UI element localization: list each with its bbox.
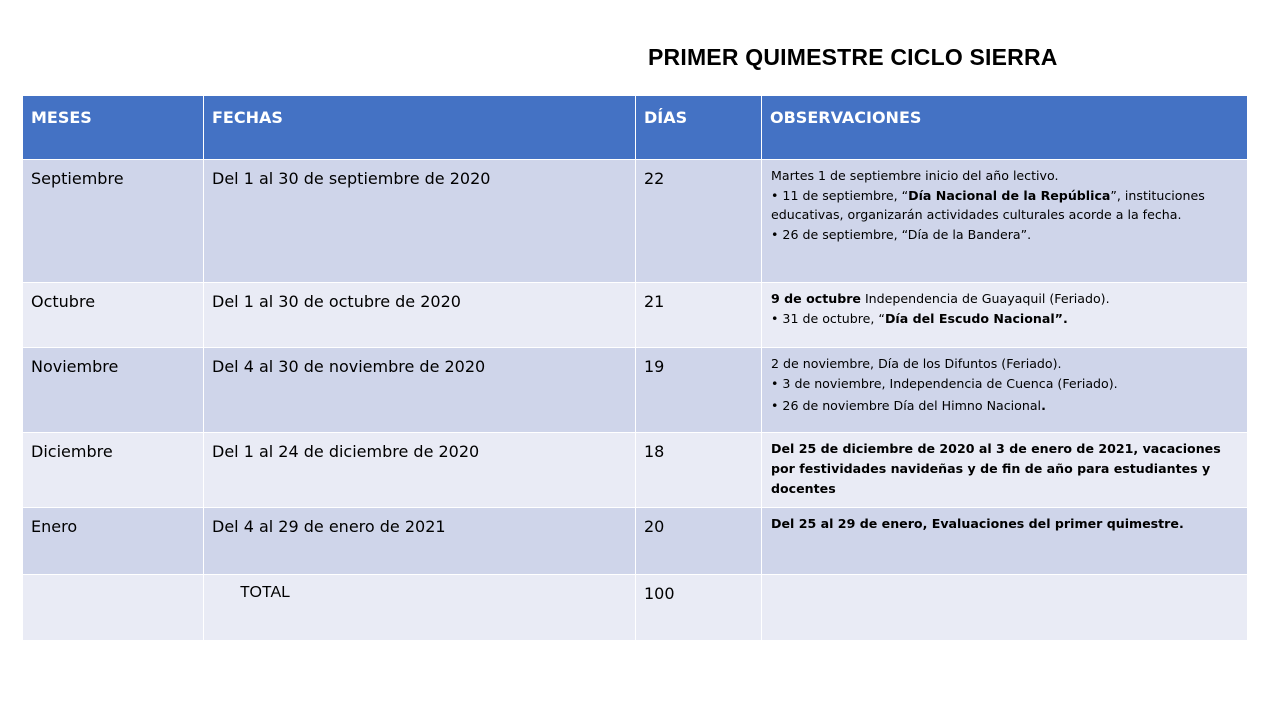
cell-fechas: Del 1 al 24 de diciembre de 2020 xyxy=(204,433,636,508)
cell-fechas: Del 1 al 30 de septiembre de 2020 xyxy=(204,160,636,283)
cell-fechas: Del 4 al 29 de enero de 2021 xyxy=(204,508,636,575)
cell-fechas: Del 1 al 30 de octubre de 2020 xyxy=(204,283,636,348)
cell-observaciones: Del 25 al 29 de enero, Evaluaciones del primer quimestre. xyxy=(762,508,1248,575)
table-row xyxy=(23,160,1248,283)
cell-observaciones xyxy=(762,348,1248,433)
table-row xyxy=(23,508,1248,575)
obs-text: Independencia de Guayaquil (Feriado). xyxy=(860,291,1110,306)
cell-dias: 19 xyxy=(636,348,762,433)
cell-empty xyxy=(762,575,1248,641)
obs-bold-text: Día Nacional de la República xyxy=(908,187,1111,203)
obs-line: • 3 de noviembre, Independencia de Cuenca (Feriado). xyxy=(771,375,1118,391)
obs-text: • 11 de septiembre, “ xyxy=(771,187,909,203)
cell-mes: Septiembre xyxy=(23,160,204,283)
cell-mes: Enero xyxy=(23,508,204,575)
cell-fechas: Del 4 al 30 de noviembre de 2020 xyxy=(204,348,636,433)
total-dias: 100 xyxy=(636,575,762,641)
cell-mes: Octubre xyxy=(23,283,204,348)
cell-dias: 18 xyxy=(636,433,762,508)
obs-line: • 26 de septiembre, “Día de la Bandera”. xyxy=(771,226,1032,242)
obs-text: • 31 de octubre, “ xyxy=(771,310,885,326)
header-row xyxy=(23,96,1248,160)
obs-line xyxy=(771,396,1239,416)
header-dias: DÍAS xyxy=(636,96,762,160)
obs-line xyxy=(771,186,1239,225)
header-observaciones: OBSERVACIONES xyxy=(762,96,1248,160)
table-row xyxy=(23,348,1248,433)
cell-dias: 22 xyxy=(636,160,762,283)
calendar-table xyxy=(22,95,1248,641)
obs-text: ”, instituciones educativas, organizarán actividades culturales acorde a la fecha. xyxy=(771,187,1205,222)
table-row xyxy=(23,433,1248,508)
cell-observaciones: Del 25 de diciembre de 2020 al 3 de enero de 2021, vacaciones por festividades navideñas y de fin de año para estudiantes y docentes xyxy=(762,433,1248,508)
header-fechas: FECHAS xyxy=(204,96,636,160)
cell-mes: Diciembre xyxy=(23,433,204,508)
obs-line xyxy=(771,309,1239,329)
obs-text: • 26 de noviembre Día del Himno Nacional xyxy=(771,398,1042,413)
header-meses: MESES xyxy=(23,96,204,160)
calendar-table-container xyxy=(22,95,1247,641)
page-title: PRIMER QUIMESTRE CICLO SIERRA xyxy=(648,44,1058,70)
obs-line: Martes 1 de septiembre inicio del año lectivo. xyxy=(771,168,1059,183)
table-row xyxy=(23,283,1248,348)
cell-dias: 20 xyxy=(636,508,762,575)
obs-bold-text: . xyxy=(1041,398,1046,413)
total-row xyxy=(23,575,1248,641)
total-label: TOTAL xyxy=(204,575,636,641)
obs-line xyxy=(771,289,1239,309)
cell-observaciones xyxy=(762,283,1248,348)
cell-dias: 21 xyxy=(636,283,762,348)
obs-line: 2 de noviembre, Día de los Difuntos (Feriado). xyxy=(771,356,1062,371)
obs-bold-text: Día del Escudo Nacional”. xyxy=(884,310,1068,326)
cell-mes: Noviembre xyxy=(23,348,204,433)
cell-observaciones xyxy=(762,160,1248,283)
cell-empty xyxy=(23,575,204,641)
obs-bold-text: 9 de octubre xyxy=(771,291,861,306)
